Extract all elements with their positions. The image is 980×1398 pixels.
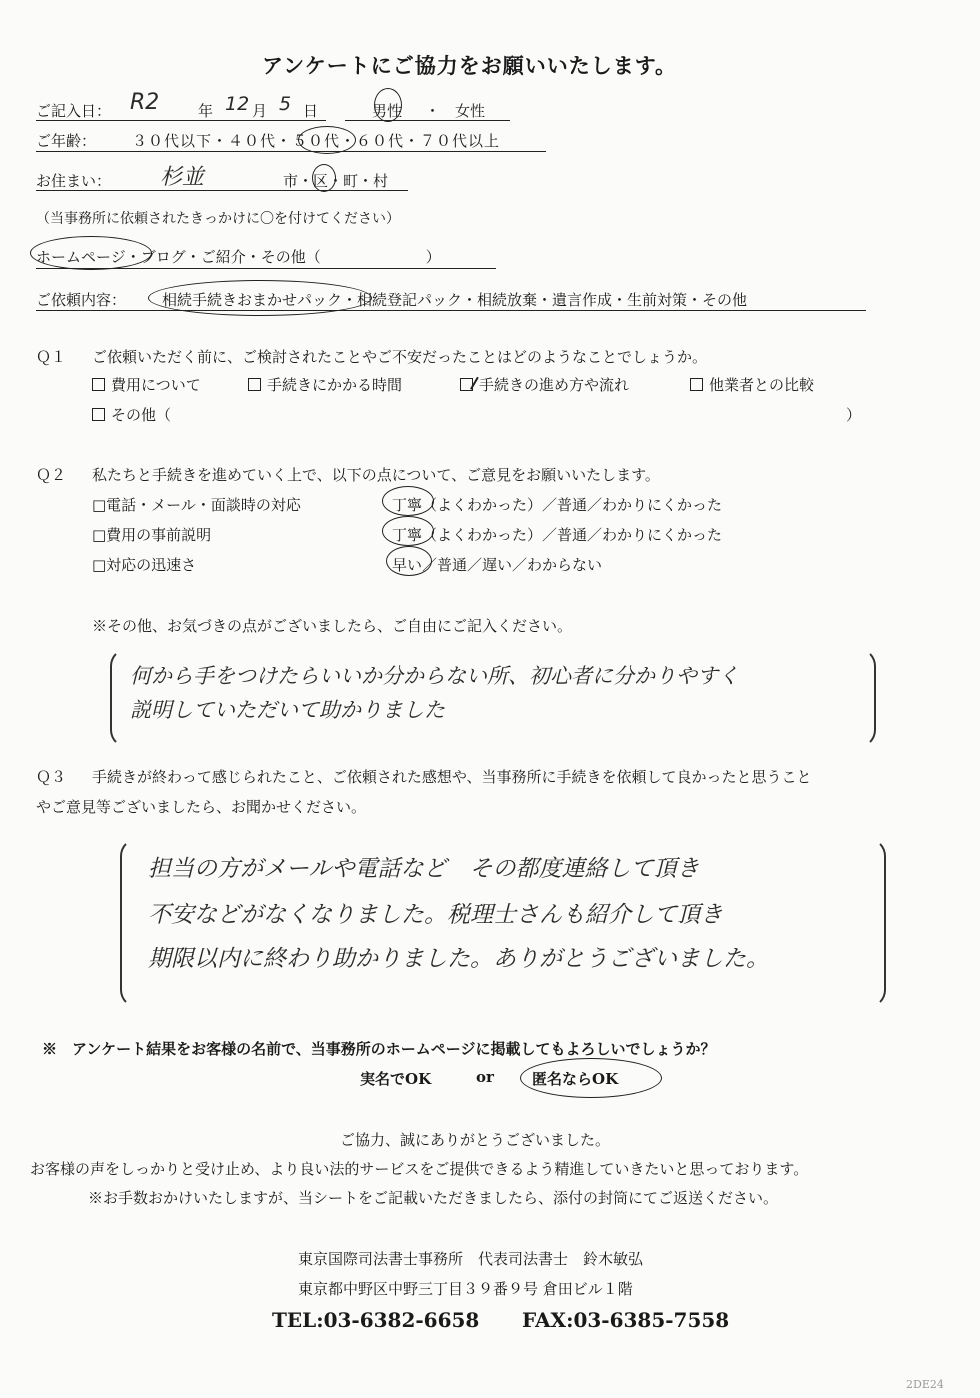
q2-row3-circle — [386, 546, 432, 576]
age-label: ご年齢： — [36, 132, 97, 150]
date-day-value: 5 — [279, 93, 292, 115]
q2-comment-line1: 何から手をつけたらいいか分からない所、初心者に分かりやすく — [130, 664, 739, 688]
date-month-value: 12 — [225, 93, 250, 115]
q2-row1-label: □電話・メール・面談時の対応 — [92, 496, 301, 514]
q2-row3-label: □対応の迅速さ — [92, 556, 197, 574]
q3-question-line1: 手続きが終わって感じられたこと、ご依頼された感想や、当事務所に手続きを依頼して良かったと思うこと — [92, 768, 812, 786]
gender-separator: ・ — [425, 102, 441, 120]
publish-real-name: 実名でOK — [360, 1070, 432, 1088]
q2-row3-scale: 早い／普通／遅い／わからない — [392, 556, 603, 574]
checkbox-icon — [92, 378, 105, 391]
address-options: 市・区・町・村 — [283, 172, 389, 190]
office-fax: FAX:03-6385-7558 — [522, 1308, 730, 1332]
office-address: 東京都中野区中野三丁目３９番９号 倉田ビル１階 — [298, 1280, 633, 1298]
date-year-label: 年 — [198, 102, 214, 120]
date-underline — [36, 120, 326, 121]
q1-option-cost: 費用について — [92, 374, 201, 395]
address-underline — [36, 190, 408, 191]
q1-number: Ｑ１ — [36, 348, 67, 366]
address-value: 杉並 — [160, 165, 205, 190]
q1-option-time: 手続きにかかる時間 — [248, 374, 402, 395]
date-month-label: 月 — [252, 102, 268, 120]
age-50s-circle — [298, 126, 356, 154]
office-name: 東京国際司法書士事務所 代表司法書士 鈴木敏弘 — [298, 1250, 644, 1268]
q1-option-other-close: ） — [846, 406, 862, 424]
survey-title: アンケートにご協力をお願いいたします。 — [262, 53, 678, 78]
office-tel: TEL:03-6382-6658 — [272, 1308, 480, 1332]
checkbox-icon — [690, 378, 703, 391]
q2-row1-circle — [382, 486, 434, 516]
closing-thanks: ご協力、誠にありがとうございました。 — [340, 1131, 611, 1149]
q3-comment-line2: 不安などがなくなりました。税理士さんも紹介して頂き — [148, 902, 723, 928]
corner-stamp: 2DE24 — [906, 1378, 944, 1391]
request-label: ご依頼内容： — [36, 291, 127, 309]
q2-number: Ｑ２ — [36, 466, 67, 484]
q1-option-other: その他（ — [92, 404, 171, 425]
publish-anonymous-circle — [520, 1058, 662, 1098]
trigger-homepage-circle — [30, 236, 152, 270]
checkbox-icon — [248, 378, 261, 391]
q2-row2-circle — [382, 516, 434, 546]
q2-question: 私たちと手続きを進めていく上で、以下の点について、ご意見をお願いいたします。 — [92, 466, 660, 484]
q2-row2-label: □費用の事前説明 — [92, 526, 212, 544]
address-ward-circle — [312, 164, 336, 192]
request-underline — [36, 310, 866, 311]
date-day-label: 日 — [303, 102, 319, 120]
q1-option-compare: 他業者との比較 — [690, 374, 814, 395]
date-label: ご記入日： — [36, 102, 112, 120]
q2-row1-scale: 丁寧（よくわかった）／普通／わかりにくかった — [392, 496, 723, 514]
gender-male: 男性 — [372, 102, 403, 120]
checkbox-icon — [92, 408, 105, 421]
q3-comment-line1: 担当の方がメールや電話など その都度連絡して頂き — [148, 856, 700, 882]
closing-return-note: ※お手数おかけいたしますが、当シートをご記載いただきましたら、添付の封筒にてご返送ください。 — [88, 1189, 779, 1207]
publish-anonymous: 匿名ならOK — [532, 1070, 619, 1088]
date-era-value: R2 — [130, 90, 160, 115]
trigger-note: （当事務所に依頼されたきっかけに〇を付けてください） — [36, 211, 400, 227]
trigger-options: ホームページ・ブログ・ご紹介・その他（ ） — [36, 248, 441, 266]
q2-comment-line2: 説明していただいて助かりました — [130, 698, 445, 722]
q3-comment-line3: 期限以内に終わり助かりました。ありがとうございました。 — [148, 946, 769, 972]
request-options: 相続手続きおまかせパック・相続登記パック・相続放棄・遺言作成・生前対策・その他 — [162, 291, 748, 309]
q1-option-process: 手続きの進め方や流れ — [460, 374, 629, 395]
q2-row2-scale: 丁寧（よくわかった）／普通／わかりにくかった — [392, 526, 723, 544]
checked-checkbox-icon — [460, 378, 473, 391]
gender-female: 女性 — [455, 102, 486, 120]
request-pack-circle — [148, 280, 372, 316]
publish-or: or — [476, 1068, 494, 1086]
q3-question-line2: やご意見等ございましたら、お聞かせください。 — [36, 798, 367, 816]
closing-commitment: お客様の声をしっかりと受け止め、より良い法的サービスをご提供できるよう精進していきたいと思っております。 — [30, 1160, 809, 1178]
q1-question: ご依頼いただく前に、ご検討されたことやご不安だったことはどのようなことでしょうか。 — [92, 348, 708, 366]
q3-number: Ｑ３ — [36, 768, 67, 786]
age-underline — [36, 151, 546, 152]
q2-other-note: ※その他、お気づきの点がございましたら、ご自由にご記入ください。 — [92, 617, 573, 635]
age-options: ３０代以下・４０代・５０代・６０代・７０代以上 — [132, 132, 501, 150]
publish-question: ※ アンケート結果をお客様の名前で、当事務所のホームページに掲載してもよろしいでしょうか？ — [42, 1040, 716, 1058]
address-label: お住まい： — [36, 172, 112, 190]
